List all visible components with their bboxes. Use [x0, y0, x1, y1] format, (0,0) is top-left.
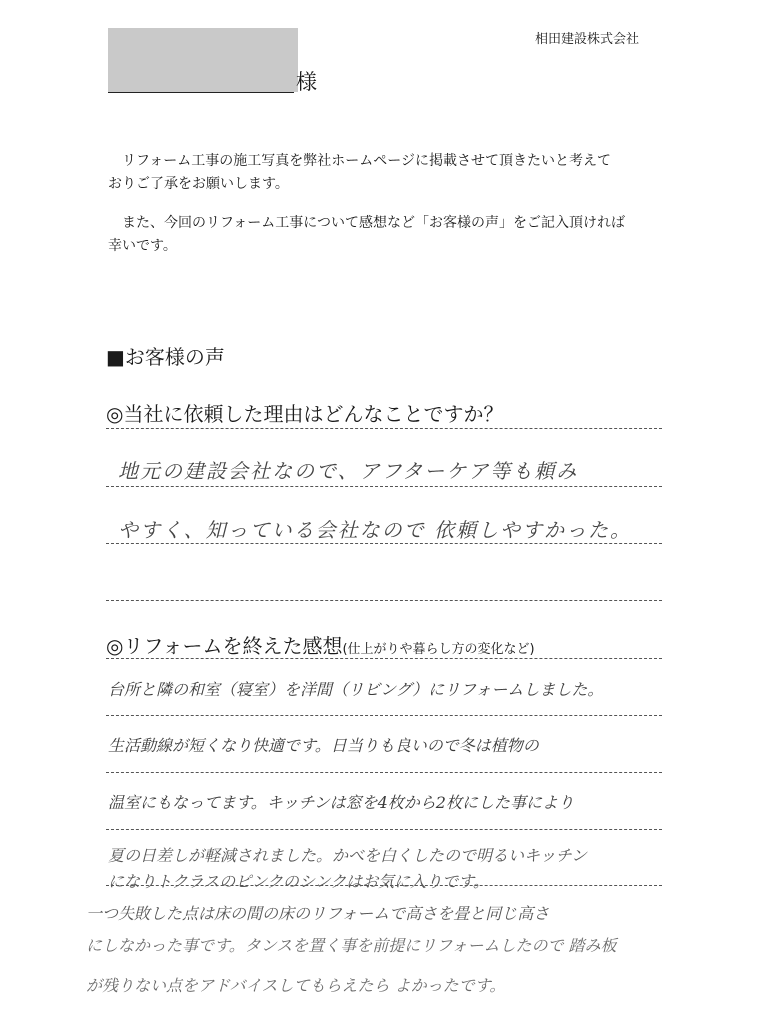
intro-p1-line1: リフォーム工事の施工写真を弊社ホームページに掲載させて頂きたいと考えて [122, 153, 612, 169]
intro-paragraph-1 [108, 150, 688, 196]
handwritten-answer-2-line-4: 夏の日差しが軽減されました。かべを白くしたので明るいキッチン [108, 846, 587, 865]
intro-p2-line2: 幸いです。 [108, 238, 177, 254]
question-2 [106, 630, 535, 659]
section-heading: ■お客様の声 [106, 345, 225, 369]
honorific-sama: 様 [296, 70, 317, 94]
question-2-main: ◎リフォームを終えた感想 [106, 634, 343, 658]
dashed-line [106, 543, 662, 544]
handwritten-answer-2-line-8: が残りない点をアドバイスしてもらえたら よかったです。 [86, 976, 506, 995]
handwritten-answer-1-line-2: やすく、知っている会社なので 依頼しやすかった。 [118, 518, 632, 542]
customer-name-underline [108, 92, 294, 93]
handwritten-answer-2-line-6: 一つ失敗した点は床の間の床のリフォームで高さを畳と同じ高さ [86, 904, 550, 923]
dashed-line [106, 658, 662, 659]
company-name: 相田建設株式会社 [535, 32, 640, 47]
intro-p1-line2: おりご了承をお願いします。 [108, 176, 289, 192]
handwritten-answer-2-line-5: になりトクラスのピンクのシンクはお気に入りです。 [108, 872, 489, 891]
handwritten-answer-1-line-1: 地元の建設会社なので、アフターケア等も頼み [118, 459, 579, 483]
question-2-sub: (仕上がりや暮らし方の変化など) [342, 642, 535, 657]
dashed-line [106, 428, 662, 429]
dashed-line [106, 772, 662, 773]
dashed-line [106, 486, 662, 487]
question-1: ◎当社に依頼した理由はどんなことですか？ [106, 402, 504, 426]
dashed-line [106, 600, 662, 601]
handwritten-answer-2-line-7: にしなかった事です。タンスを置く事を前提にリフォームしたので 踏み板 [86, 936, 617, 955]
customer-name-redaction [108, 28, 298, 92]
intro-paragraph-2 [108, 212, 688, 258]
handwritten-answer-2-line-3: 温室にもなってます。キッチンは窓を4枚から2枚にした事により [108, 793, 574, 812]
dashed-line [106, 829, 662, 830]
dashed-line [106, 885, 662, 886]
dashed-line [106, 715, 662, 716]
intro-p2-line1: また、今回のリフォーム工事について感想など「お客様の声」をご記入頂ければ [122, 215, 626, 231]
handwritten-answer-2-line-2: 生活動線が短くなり快適です。日当りも良いので冬は植物の [108, 736, 539, 755]
handwritten-answer-2-line-1: 台所と隣の和室（寝室）を洋間（リビング）にリフォームしました。 [108, 680, 604, 699]
